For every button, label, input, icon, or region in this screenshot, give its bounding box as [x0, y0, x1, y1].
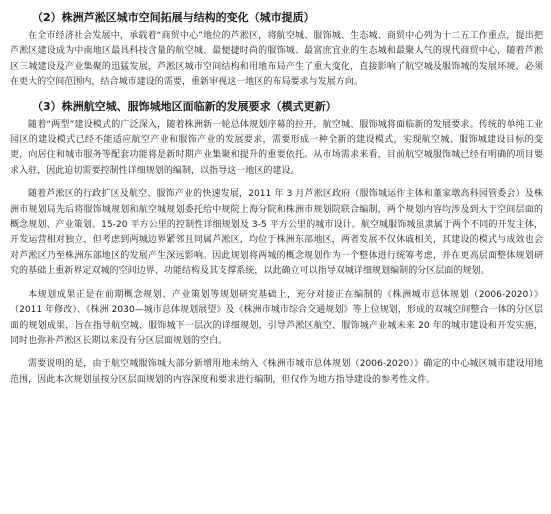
section-3-paragraph-4: 需要说明的是，由于航空城服饰城大部分新增用地未纳入《株洲市城市总体规划（2006-2020）》确定的中心城区城市建设用地范围，因此本次规划虽按分区层面规划的内容深度和要求进行编制，但仅作为地方指导建设的参考性文件。: [10, 359, 543, 385]
section-2-heading: （2）株洲芦淞区城市空间拓展与结构的变化（城市提质）: [32, 11, 315, 24]
section-3-paragraph-3: 本规划成果正是在前期概念规划、产业策划等规划研究基础上，充分对接正在编制的《株洲城市总体规划（2006-2020）》（2011 年修改）、《株洲 2030—城市总体规划展望》及《株洲市城市综合交通规划》等上位规划，形成的双城空间整合一体的分区层面的规划成果，旨在指导航空城、服饰城下一层次的详细规划，引导芦淞区航空、服饰城产业城未来 20 年的城市建设和开发实施，同时也弥补芦淞区长期以来没有分区层面规划的空白。: [10, 289, 543, 346]
section-2-paragraph: 在全市经济社会发展中，承载着“商贸中心”地位的芦淞区，将航空城、服饰城、生态城、商贸中心列为十二五工作重点，提出把芦淞区建设成为中南地区最具科技含量的航空城、最便捷时尚的服饰城、最富庶宜业的生态城和最聚人气的现代商贸中心，随着芦淞区三城建设及产业集聚的迅猛发展，芦淞区城市空间结构和用地布局产生了重大变化，直接影响了航空城及服饰城的发展环境，必须在更大的空间范围内，结合城市建设的需要，重新审视这一地区的布局要求与发展方向。: [10, 31, 543, 88]
section-3-paragraph-2: 随着芦淞区的行政扩区及航空、服饰产业的快速发展，2011 年 3 月芦淞区政府（服饰城运作主体和董家墩高科园管委会）及株洲市规划局先后将服饰城规划和航空城规划委托给中规院上海分院和株洲市规划院联合编制，两个规划内容均涉及到大于空间层面的概念规划、产业策划、15-20 平方公里的控制性详细规划及 3-5 平方公里的城市设计。航空城服饰城虽隶属于两个不同的开发主体，开发运营相对独立，但考虑到两城边界紧邻且同属芦淞区，均位于株洲东部地区，两者发展不仅休戚相关，其建设的模式与成效也会对芦淞区乃至株洲东部地区的发展产生深远影响。因此规划将两城的概念规划作为一个整体进行统筹考虑，并在更高层面整体规划研究的基础上重新界定双城的空间边界、功能结构及其支撑系统，以此确立可以指导双城详细规划编制的分区层面的规划。: [10, 189, 543, 277]
section-3-heading: （3）株洲航空城、服饰城地区面临新的发展要求（模式更新）: [32, 99, 337, 113]
section-3-paragraph-1: 随着“两型”建设模式的广泛深入，随着株洲新一轮总体规划序幕的拉开，航空城、服饰城将面临新的发展要求。传统的单纯工业园区的建设模式已经不能适应航空产业和服饰产业的发展要求，需要形成一种全新的建设模式，实现航空城、服饰城建设目标的变更，向居住和城市服务等配套功能将是新时期产业集聚和提升的重要依托。从市场需求来看，目前航空城服饰城已经有明确的项目要求入驻，因此迫切需要控制性详细规划的编制，以指导这一地区的建设。: [10, 119, 543, 176]
